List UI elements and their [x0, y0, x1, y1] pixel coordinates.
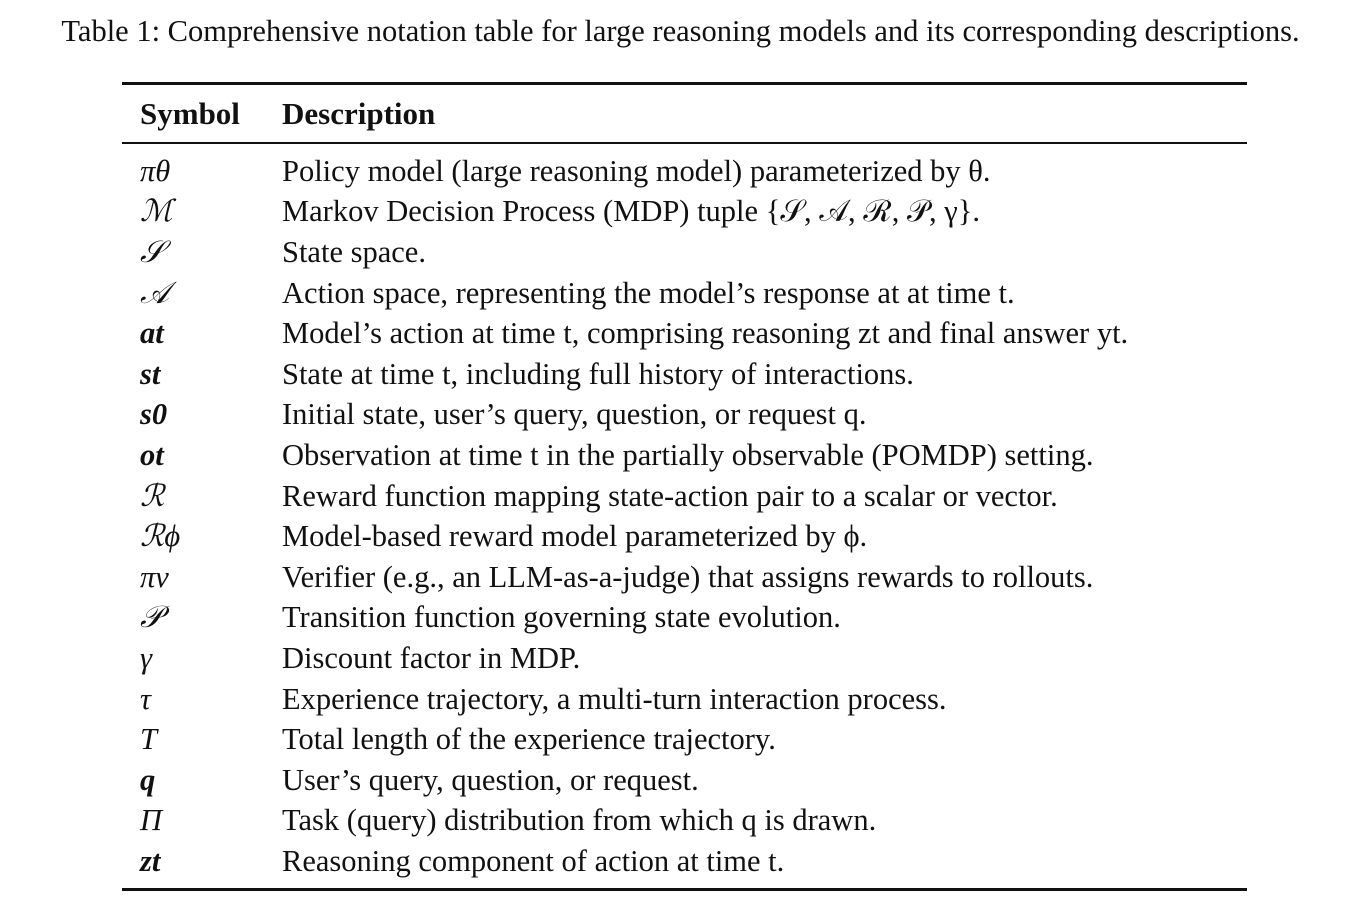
description-cell: Task (query) distribution from which q is drawn. [282, 803, 877, 838]
description-cell: Reasoning component of action at time t. [282, 843, 785, 878]
table-row [122, 232, 1247, 273]
description-cell: Markov Decision Process (MDP) tuple {𝒮, 𝒜, ℛ, 𝒫, γ}. [282, 194, 981, 229]
table-row [122, 435, 1247, 476]
symbol-cell: zt [140, 843, 161, 878]
symbol-cell: T [140, 722, 157, 757]
table-row [122, 638, 1247, 679]
symbol-cell: πθ [140, 153, 171, 188]
table-caption: Table 1: Comprehensive notation table for large reasoning models and its corresponding descriptions. [61, 14, 1300, 48]
table-bottom-rule [122, 888, 1247, 891]
table-row [122, 841, 1247, 882]
header-symbol: Symbol [140, 95, 240, 131]
symbol-cell: ot [140, 437, 164, 472]
description-cell: Model’s action at time t, comprising reasoning zt and final answer yt. [282, 316, 1129, 351]
table-row [122, 475, 1247, 516]
symbol-cell: ℳ [140, 194, 173, 229]
table-row [122, 556, 1247, 597]
description-cell: Total length of the experience trajectory. [282, 722, 776, 757]
symbol-cell: ℛϕ [140, 519, 181, 554]
header-description: Description [282, 95, 436, 131]
description-cell: Transition function governing state evolution. [282, 600, 841, 635]
table-row [122, 151, 1247, 192]
description-cell: Verifier (e.g., an LLM-as-a-judge) that assigns rewards to rollouts. [282, 559, 1094, 594]
description-cell: State at time t, including full history of interactions. [282, 356, 914, 391]
symbol-cell: s0 [140, 397, 168, 432]
description-cell: State space. [282, 234, 426, 269]
description-cell: Discount factor in MDP. [282, 640, 581, 675]
symbol-cell: ℛ [140, 478, 165, 513]
table-row [122, 313, 1247, 354]
symbol-cell: st [140, 356, 161, 391]
table-body [122, 144, 1247, 889]
description-cell: User’s query, question, or request. [282, 762, 699, 797]
description-cell: Action space, representing the model’s response at at time t. [282, 275, 1015, 310]
table-row [122, 759, 1247, 800]
symbol-cell: Π [140, 803, 163, 838]
description-cell: Initial state, user’s query, question, or request q. [282, 397, 867, 432]
description-cell: Experience trajectory, a multi-turn interaction process. [282, 681, 947, 716]
table-header-row [122, 85, 1247, 142]
symbol-cell: 𝒜 [140, 275, 169, 310]
description-cell: Model-based reward model parameterized by ϕ. [282, 519, 868, 554]
symbol-cell: γ [140, 640, 153, 675]
table-row [122, 394, 1247, 435]
table-row [122, 800, 1247, 841]
table-row [122, 678, 1247, 719]
symbol-cell: τ [140, 681, 151, 716]
symbol-cell: 𝒫 [140, 600, 162, 635]
table-row [122, 272, 1247, 313]
description-cell: Reward function mapping state-action pair to a scalar or vector. [282, 478, 1058, 513]
symbol-cell: q [140, 762, 156, 797]
symbol-cell: πv [140, 559, 169, 594]
description-cell: Policy model (large reasoning model) parameterized by θ. [282, 153, 991, 188]
description-cell: Observation at time t in the partially observable (POMDP) setting. [282, 437, 1094, 472]
table-row [122, 191, 1247, 232]
table-row [122, 516, 1247, 557]
symbol-cell: at [140, 316, 164, 351]
notation-table [122, 82, 1247, 891]
symbol-cell: 𝒮 [140, 234, 164, 269]
table-row [122, 597, 1247, 638]
table-row [122, 353, 1247, 394]
table-row [122, 719, 1247, 760]
